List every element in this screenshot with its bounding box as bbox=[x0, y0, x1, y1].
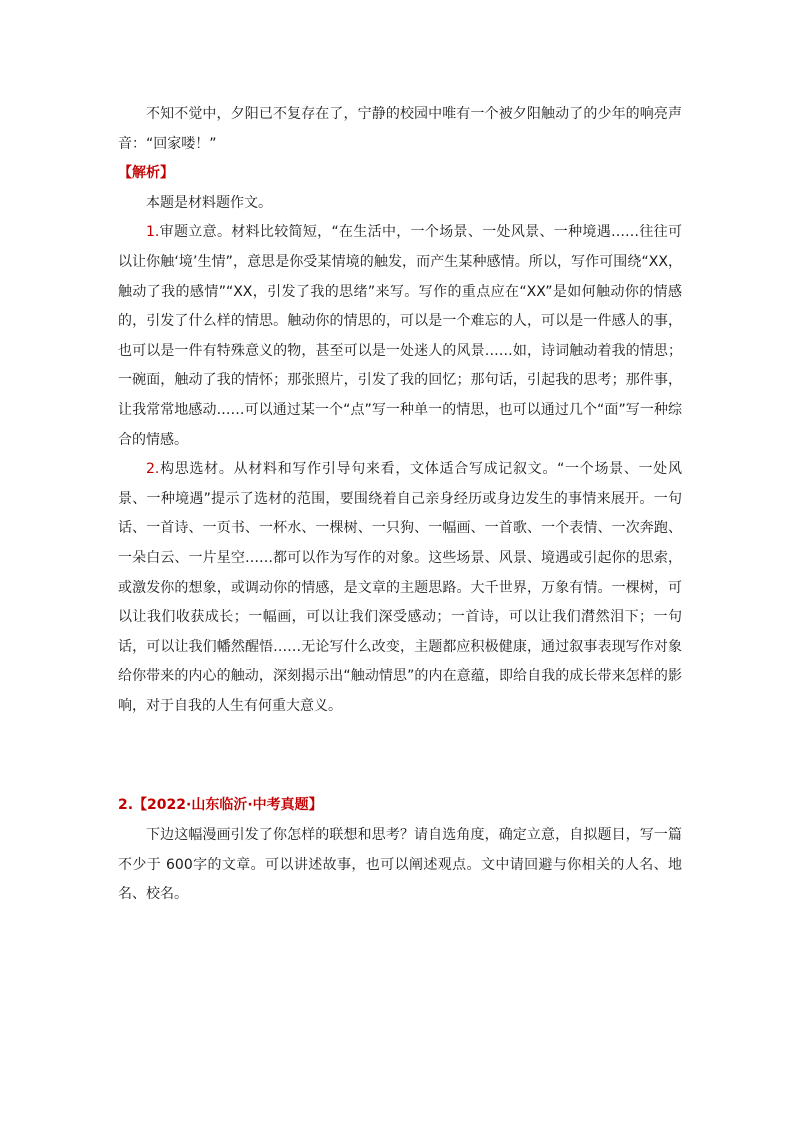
analysis-intro: 本题是材料题作文。 bbox=[146, 194, 272, 211]
question-2-text: 下边这幅漫画引发了你怎样的联想和思考？请自选角度，确定立意，自拟题目，写一篇不少于 600字的文章。可以讲述故事，也可以阐述观点。文中请回避与你相关的人名、地名、校名。 bbox=[118, 827, 682, 903]
section-gap bbox=[118, 721, 682, 791]
question-2-heading: 2.【2022·山东临沂·中考真题】 bbox=[118, 797, 323, 814]
analysis-point-2 bbox=[118, 455, 682, 721]
point-1-text: 审题立意。材料比较简短，“在生活中，一个场景、一处风景、一种境遇……往往可以让你触‘境’生情”，意思是你受某情境的触发，而产生某种感情。所以，写作可围绕“XX，触动了我的感情”“XX，引发了我的思绪”来写。写作的重点应在“XX”是如何触动你的情感的，引发了什么样的情思。触动你的情思的，可以是一个难忘的人，可以是一件感人的事，也可以是一件有特殊意义的物，甚至可以是一处迷人的风景……如，诗词触动着我的情思；一碗面，触动了我的情怀；那张照片，引发了我的回忆；那句话，引起我的思考；那件事，让我常常地感动……可以通过某一个“点”写一种单一的情思，也可以通过几个“面”写一种综合的情感。 bbox=[118, 224, 682, 448]
analysis-heading: 【解析】 bbox=[118, 165, 174, 182]
point-2-number: 2. bbox=[146, 461, 160, 478]
analysis-point-1 bbox=[118, 218, 682, 455]
document-page bbox=[118, 100, 682, 910]
point-1-number: 1. bbox=[146, 224, 160, 241]
intro-paragraph: 不知不觉中，夕阳已不复存在了，宁静的校园中唯有一个被夕阳触动了的少年的响亮声音：“回家喽！” bbox=[118, 106, 682, 152]
point-2-text: 构思选材。从材料和写作引导句来看，文体适合写成记叙文。“一个场景、一处风景、一种境遇”提示了选材的范围，要围绕着自己亲身经历或身边发生的事情来展开。一句话、一首诗、一页书、一杯水、一棵树、一只狗、一幅画、一首歌、一个表情、一次奔跑、一朵白云、一片星空……都可以作为写作的对象。这些场景、风景、境遇或引起你的思索，或激发你的想象，或调动你的情感，是文章的主题思路。大千世界，万象有情。一棵树，可以让我们收获成长；一幅画，可以让我们深受感动；一首诗，可以让我们潸然泪下；一句话，可以让我们幡然醒悟……无论写什么改变，主题都应积极健康，通过叙事表现写作对象给你带来的内心的触动，深刻揭示出“触动情思”的内在意蕴，即给自我的成长带来怎样的影响，对于自我的人生有何重大意义。 bbox=[118, 461, 682, 714]
